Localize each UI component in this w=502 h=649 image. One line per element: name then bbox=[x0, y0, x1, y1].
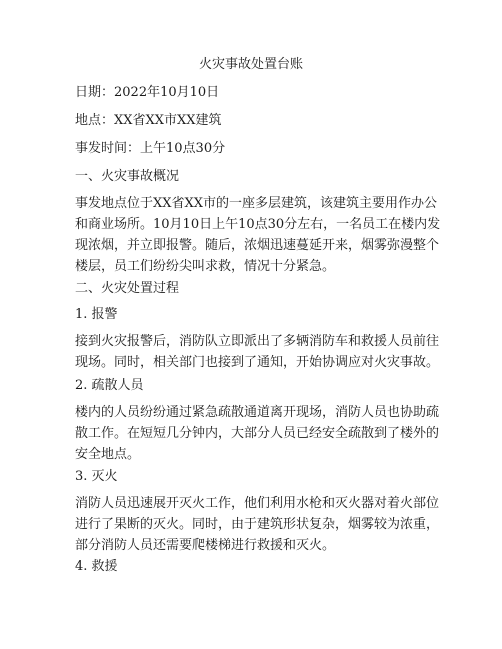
overview-line: 事发地点位于XX省XX市的一座多层建筑，该建筑主要用作办公 bbox=[75, 196, 438, 211]
document-title: 火灾事故处置台账 bbox=[198, 57, 303, 72]
overview-line: 现浓烟，并立即报警。随后，浓烟迅速蔓延开来，烟雾弥漫整个 bbox=[75, 238, 440, 253]
overview-line: 和商业场所。10月10日上午10点30分左右，一名员工在楼内发 bbox=[75, 217, 441, 232]
section-heading-overview: 一、火灾事故概况 bbox=[75, 169, 180, 184]
firefighting-paragraph bbox=[75, 493, 440, 556]
step-heading-rescue: 4. 救援 bbox=[75, 559, 118, 574]
step-heading-alarm: 1. 报警 bbox=[75, 307, 118, 322]
overview-paragraph bbox=[75, 193, 441, 277]
evacuation-line: 安全地点。 bbox=[75, 447, 141, 462]
evacuation-line: 散工作。在短短几分钟内，大部分人员已经安全疏散到了楼外的 bbox=[75, 426, 440, 441]
alarm-line: 接到火灾报警后，消防队立即派出了多辆消防车和救援人员前往 bbox=[75, 334, 440, 349]
location-line: 地点：XX省XX市XX建筑 bbox=[75, 113, 222, 128]
date-line: 日期：2022年10月10日 bbox=[75, 85, 220, 100]
overview-line: 楼层，员工们纷纷尖叫求救，情况十分紧急。 bbox=[75, 259, 336, 274]
section-heading-process: 二、火灾处置过程 bbox=[75, 281, 180, 296]
incident-time-line: 事发时间：上午10点30分 bbox=[75, 141, 226, 156]
evacuation-paragraph bbox=[75, 402, 440, 465]
alarm-paragraph bbox=[75, 331, 440, 373]
firefighting-line: 部分消防人员还需要爬楼梯进行救援和灭火。 bbox=[75, 538, 336, 553]
firefighting-line: 进行了果断的灭火。同时，由于建筑形状复杂，烟雾较为浓重， bbox=[75, 517, 440, 532]
step-heading-evacuation: 2. 疏散人员 bbox=[75, 378, 144, 393]
firefighting-line: 消防人员迅速展开灭火工作，他们利用水枪和灭火器对着火部位 bbox=[75, 496, 440, 511]
step-heading-firefighting: 3. 灭火 bbox=[75, 469, 118, 484]
alarm-line: 现场。同时，相关部门也接到了通知，开始协调应对火灾事故。 bbox=[75, 355, 440, 370]
evacuation-line: 楼内的人员纷纷通过紧急疏散通道离开现场，消防人员也协助疏 bbox=[75, 405, 440, 420]
